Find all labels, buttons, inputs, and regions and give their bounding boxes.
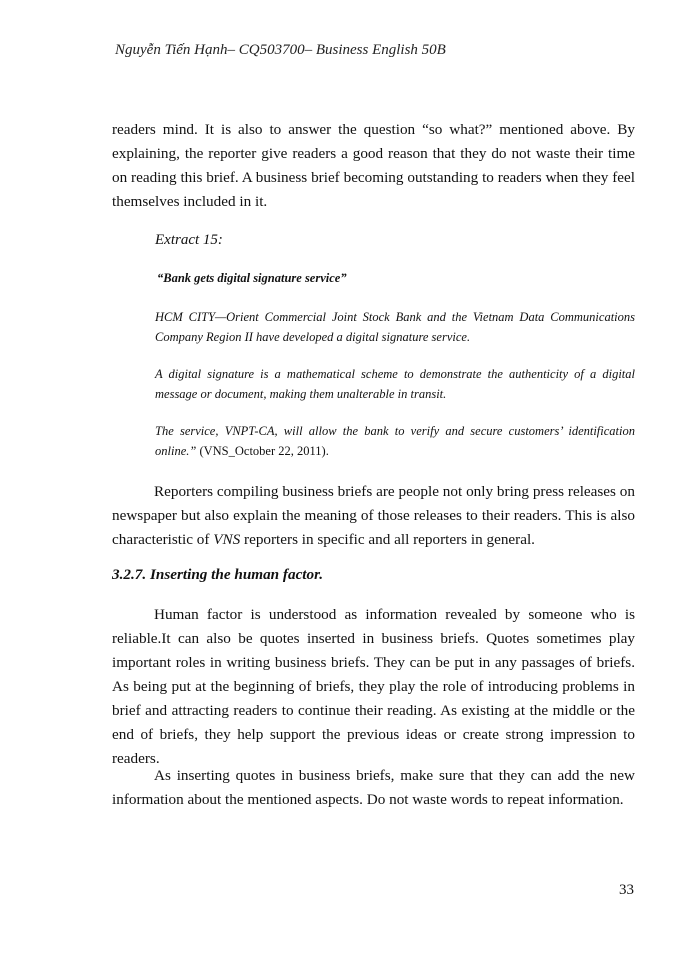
- extract-paragraph-1: HCM CITY—Orient Commercial Joint Stock Bank and the Vietnam Data Communications Company Region II have developed a digital signature service.: [155, 310, 635, 344]
- extract-label: Extract 15:: [155, 232, 223, 248]
- extract-paragraph-3: [155, 421, 635, 461]
- page-number: 33: [619, 882, 634, 898]
- body-paragraph-2-after: reporters in specific and all reporters in general.: [240, 531, 535, 548]
- extract-citation: (VNS_October 22, 2011).: [196, 444, 329, 458]
- extract-paragraph-2: A digital signature is a mathematical scheme to demonstrate the authenticity of a digital message or document, making them unalterable in transit.: [155, 367, 635, 401]
- extract-paragraph-3-text: The service, VNPT-CA, will allow the bank to verify and secure customers’ identification online.”: [155, 424, 635, 458]
- body-paragraph-3: Human factor is understood as information revealed by someone who is reliable.It can also be quotes inserted in business briefs. Quotes sometimes play important roles in writing business briefs. They can be put in any passages of briefs. As being put at the beginning of briefs, they play the role of introducing problems in brief and attracting readers to continue their reading. As existing at the middle or the end of briefs, they help support the previous ideas or create strong impression to readers.: [112, 606, 635, 767]
- extract-title: “Bank gets digital signature service”: [157, 271, 347, 285]
- running-header: Nguyễn Tiến Hạnh– CQ503700– Business English 50B: [115, 42, 446, 58]
- body-paragraph-1: readers mind. It is also to answer the question “so what?” mentioned above. By explaining, the reporter give readers a good reason that they do not waste their time on reading this brief. A business brief becoming outstanding to readers when they feel themselves included in it.: [112, 121, 635, 210]
- body-paragraph-4: As inserting quotes in business briefs, make sure that they can add the new information about the mentioned aspects. Do not waste words to repeat information.: [112, 767, 635, 808]
- body-paragraph-2-before: Reporters compiling business briefs are people not only bring press releases on newspaper but also explain the meaning of those releases to their readers. This is also characteristic of: [112, 483, 635, 548]
- section-heading: 3.2.7. Inserting the human factor.: [112, 566, 323, 583]
- body-paragraph-2-emphasis: VNS: [213, 531, 241, 548]
- body-paragraph-2: [112, 480, 635, 552]
